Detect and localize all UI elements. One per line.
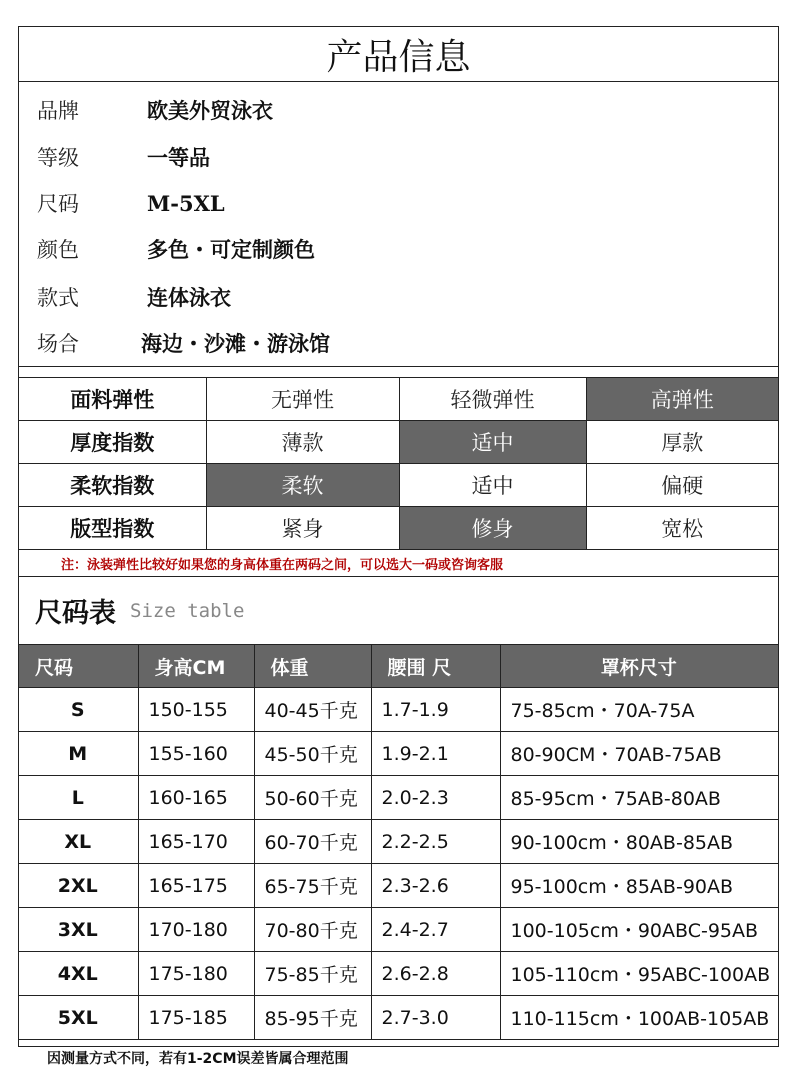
cup-cell: 80-90CM・70AB-75AB [500,732,778,776]
weight-cell: 45-50千克 [254,732,371,776]
info-label: 颜色 [37,238,79,262]
info-label: 款式 [37,286,79,310]
measurement-disclaimer: 因测量方式不同，若有1-2CM误差皆属合理范围 [47,1050,349,1067]
property-label: 面料弹性 [19,378,206,421]
size-cell: 4XL [19,952,138,996]
property-option-selected: 适中 [399,421,586,464]
info-row-size [19,180,778,226]
size-table [19,644,778,1040]
info-row-style [19,274,778,320]
table-row [19,864,778,908]
size-cell: 5XL [19,996,138,1040]
property-row-thickness [19,421,778,464]
property-option: 轻微弹性 [399,378,586,421]
weight-cell: 75-85千克 [254,952,371,996]
weight-cell: 50-60千克 [254,776,371,820]
property-option: 适中 [399,464,586,507]
sizing-note: 注：泳装弹性比较好如果您的身高体重在两码之间，可以选大一码或咨询客服 [19,550,778,577]
cup-cell: 105-110cm・95ABC-100AB [500,952,778,996]
property-row-elasticity [19,378,778,421]
height-cell: 170-180 [138,908,254,952]
table-row [19,776,778,820]
table-row [19,820,778,864]
cup-cell: 90-100cm・80AB-85AB [500,820,778,864]
property-row-softness [19,464,778,507]
property-option-selected: 柔软 [206,464,399,507]
height-cell: 175-185 [138,996,254,1040]
info-label: 场合 [37,332,79,356]
table-row [19,732,778,776]
column-header: 尺码 [19,645,138,688]
height-cell: 165-170 [138,820,254,864]
size-table-header-row [19,645,778,688]
info-value: 多色・可定制颜色 [147,237,315,262]
property-label: 版型指数 [19,507,206,550]
property-option: 偏硬 [586,464,778,507]
cup-cell: 85-95cm・75AB-80AB [500,776,778,820]
waist-cell: 2.6-2.8 [371,952,500,996]
info-row-grade [19,134,778,180]
cup-cell: 100-105cm・90ABC-95AB [500,908,778,952]
column-header: 身高CM [138,645,254,688]
weight-cell: 65-75千克 [254,864,371,908]
table-row [19,908,778,952]
column-header: 腰围 尺 [371,645,500,688]
table-row [19,688,778,732]
waist-cell: 2.3-2.6 [371,864,500,908]
weight-cell: 85-95千克 [254,996,371,1040]
waist-cell: 2.4-2.7 [371,908,500,952]
height-cell: 150-155 [138,688,254,732]
info-label: 尺码 [37,192,79,216]
waist-cell: 2.0-2.3 [371,776,500,820]
column-header: 罩杯尺寸 [500,645,778,688]
info-value: 海边・沙滩・游泳馆 [141,331,330,356]
weight-cell: 60-70千克 [254,820,371,864]
size-cell: M [19,732,138,776]
waist-cell: 2.7-3.0 [371,996,500,1040]
height-cell: 165-175 [138,864,254,908]
property-option: 紧身 [206,507,399,550]
info-label: 等级 [37,146,79,170]
info-value: 一等品 [147,145,210,170]
size-cell: XL [19,820,138,864]
table-row [19,952,778,996]
info-value: 欧美外贸泳衣 [147,98,273,123]
property-option-selected: 高弹性 [586,378,778,421]
table-row [19,996,778,1040]
size-cell: 3XL [19,908,138,952]
info-row-color [19,226,778,272]
info-label: 品牌 [37,99,79,123]
property-option-selected: 修身 [399,507,586,550]
property-label: 柔软指数 [19,464,206,507]
height-cell: 160-165 [138,776,254,820]
size-cell: L [19,776,138,820]
cup-cell: 110-115cm・100AB-105AB [500,996,778,1040]
cup-cell: 75-85cm・70A-75A [500,688,778,732]
property-option: 薄款 [206,421,399,464]
height-cell: 155-160 [138,732,254,776]
info-section [19,82,778,366]
waist-cell: 2.2-2.5 [371,820,500,864]
property-table [19,378,778,550]
size-table-subtitle: Size table [130,599,245,622]
weight-cell: 70-80千克 [254,908,371,952]
product-info-sheet [18,26,779,1067]
section-divider [19,366,778,378]
waist-cell: 1.9-2.1 [371,732,500,776]
property-label: 厚度指数 [19,421,206,464]
cup-cell: 95-100cm・85AB-90AB [500,864,778,908]
size-table-heading [19,577,778,644]
property-option: 厚款 [586,421,778,464]
property-option: 宽松 [586,507,778,550]
waist-cell: 1.7-1.9 [371,688,500,732]
size-cell: 2XL [19,864,138,908]
page-title: 产品信息 [19,27,778,82]
column-header: 体重 [254,645,371,688]
property-row-fit [19,507,778,550]
size-table-title: 尺码表 [35,598,116,629]
height-cell: 175-180 [138,952,254,996]
weight-cell: 40-45千克 [254,688,371,732]
info-row-occasion [19,320,778,366]
info-value: 连体泳衣 [147,285,231,310]
property-option: 无弹性 [206,378,399,421]
info-row-brand [19,87,778,133]
info-value: M-5XL [147,190,225,216]
size-cell: S [19,688,138,732]
